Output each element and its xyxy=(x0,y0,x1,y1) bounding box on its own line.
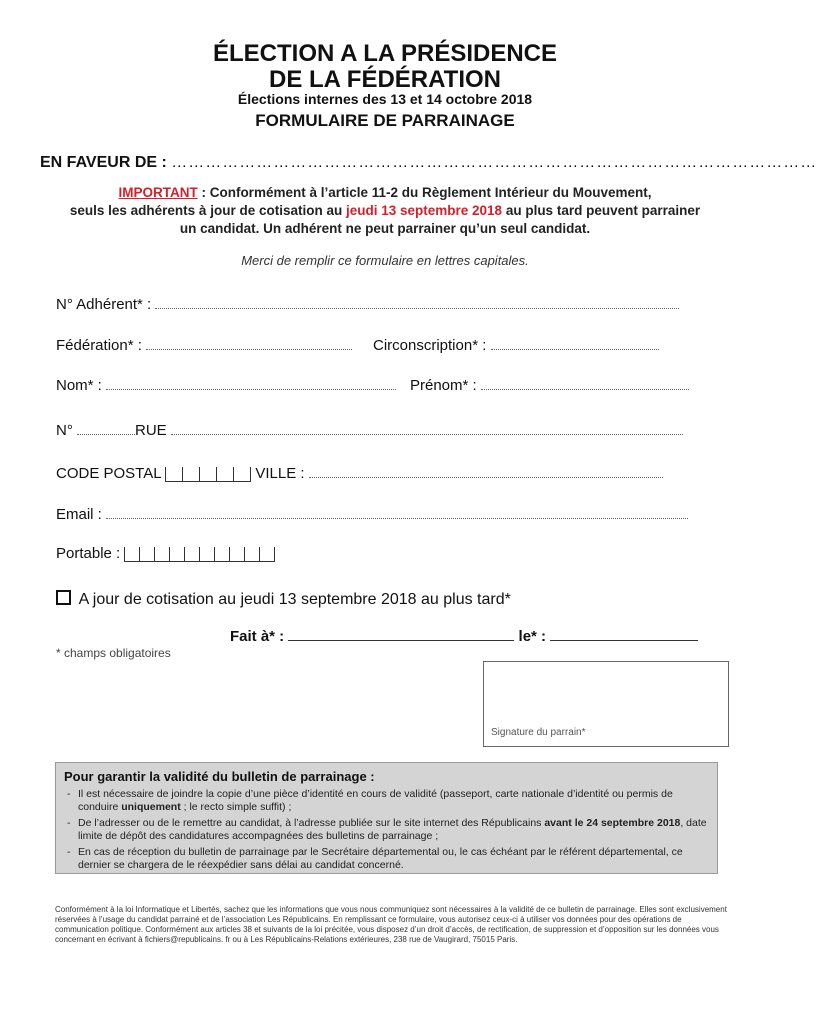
adherent-input-line[interactable] xyxy=(155,296,679,309)
important-date: jeudi 13 septembre 2018 xyxy=(345,203,503,218)
portable-label: Portable : xyxy=(56,545,121,562)
prenom-label: Prénom* : xyxy=(410,377,477,394)
le-label: le* : xyxy=(518,628,547,645)
nom-input-line[interactable] xyxy=(106,377,396,390)
code-postal-field[interactable] xyxy=(56,465,663,482)
merci-note: Merci de remplir ce formulaire en lettres capitales. xyxy=(241,253,529,268)
email-label: Email : xyxy=(56,506,102,523)
circonscription-input-line[interactable] xyxy=(491,337,659,350)
subtitle: Élections internes des 13 et 14 octobre 2018 xyxy=(237,91,533,107)
fait-row[interactable] xyxy=(230,628,698,645)
ville-label: VILLE : xyxy=(255,465,305,482)
cotisation-label: A jour de cotisation au jeudi 13 septembre 2018 au plus tard* xyxy=(78,591,511,608)
nom-field[interactable] xyxy=(56,377,396,394)
circonscription-field[interactable] xyxy=(373,337,659,354)
adherent-label: N° Adhérent* : xyxy=(56,296,152,313)
numero-label: N° xyxy=(56,422,73,439)
en-faveur-label: EN FAVEUR DE : xyxy=(40,154,167,171)
fait-a-label: Fait à* : xyxy=(230,628,285,645)
adherent-field[interactable] xyxy=(56,296,679,313)
signature-box[interactable] xyxy=(483,661,729,747)
nom-label: Nom* : xyxy=(56,377,102,394)
form-title: FORMULAIRE DE PARRAINAGE xyxy=(255,111,515,130)
portable-field[interactable] xyxy=(56,545,275,562)
legal-notice: Conformément à la loi Informatique et Libertés, sachez que les informations que vous nous communiquez sont nécessaires à la validité de ce bulletin de parrainage. Elles sont exclusivement réservées à l’usage du candidat parrainé et de l’association Les Républicains. En remplissant ce formulaire, vous autorisez ceux-ci à utiliser vos données pour des opérations de communication politique. Conformément aux articles 38 et suivants de la loi précitée, vous disposez d’un droit d’accès, de rectification, de suppression et d’opposition sur les données vous concernant en écrivant à fichiers@republicains. fr ou à Les Républicains-Relations extérieures, 238 rue de Vaugirard, 75015 Paris. xyxy=(55,905,727,944)
validite-list xyxy=(62,788,711,872)
validite-item-3: - En cas de réception du bulletin de parrainage par le Secrétaire départemental ou, le cas échéant par le référent départemental, ce dernier se chargera de le réexpédier sans délai au candidat concerné. xyxy=(62,846,711,872)
prenom-field[interactable] xyxy=(410,377,689,394)
validite-item-1 xyxy=(62,788,711,814)
important-text2a: seuls les adhérents à jour de cotisation au xyxy=(69,203,346,218)
validite-box xyxy=(55,762,718,874)
le-input-line[interactable] xyxy=(550,628,698,641)
validite-item2-bold: avant le 24 septembre 2018 xyxy=(544,817,681,829)
code-postal-boxes[interactable] xyxy=(165,467,251,482)
validite-title: Pour garantir la validité du bulletin de parrainage : xyxy=(64,769,375,784)
title-line2: DE LA FÉDÉRATION xyxy=(269,66,501,93)
circonscription-label: Circonscription* : xyxy=(373,337,487,354)
validite-item1-text-c: ; le recto simple suffit) ; xyxy=(180,801,292,813)
rue-input-line[interactable] xyxy=(171,422,683,435)
important-notice xyxy=(20,184,750,238)
validite-item1-bold: uniquement xyxy=(121,801,181,813)
signature-label: Signature du parrain* xyxy=(491,727,586,738)
federation-field[interactable] xyxy=(56,337,352,354)
cotisation-checkbox[interactable] xyxy=(56,590,71,605)
email-input-line[interactable] xyxy=(106,506,688,519)
ville-input-line[interactable] xyxy=(309,465,663,478)
numero-input-line[interactable] xyxy=(77,422,135,435)
en-faveur-row[interactable] xyxy=(40,154,817,172)
cotisation-row[interactable] xyxy=(56,590,511,609)
email-field[interactable] xyxy=(56,506,688,523)
validite-item2-text-a: De l’adresser ou de le remettre au candidat, à l’adresse publiée sur le site internet des Républicains xyxy=(78,817,545,829)
code-postal-label: CODE POSTAL xyxy=(56,465,162,482)
en-faveur-dots: …………………………………………………………………………………………………… xyxy=(171,154,817,171)
important-text3: un candidat. Un adhérent ne peut parrainer qu’un seul candidat. xyxy=(179,221,591,236)
important-label: IMPORTANT xyxy=(118,185,198,200)
portable-boxes[interactable] xyxy=(124,547,275,562)
adresse-field[interactable] xyxy=(56,422,683,439)
important-text1: : Conformément à l’article 11-2 du Règlement Intérieur du Mouvement, xyxy=(197,185,652,200)
validite-item-2 xyxy=(62,817,711,843)
validite-item1-text-a: Il est nécessaire de joindre la copie d’une pièce d’identité en cours de validité (passeport, carte nationale d’identité ou permis de conduire xyxy=(78,788,673,813)
title-line1: ÉLECTION A LA PRÉSIDENCE xyxy=(212,40,558,67)
important-text2b: au plus tard peuvent parrainer xyxy=(502,203,701,218)
prenom-input-line[interactable] xyxy=(481,377,689,390)
rue-label: RUE xyxy=(135,422,167,439)
federation-input-line[interactable] xyxy=(146,337,352,350)
validite-item2-text-c: , date limite de dépôt des candidatures accompagnées des bulletins de parrainage ; xyxy=(78,817,707,842)
federation-label: Fédération* : xyxy=(56,337,142,354)
fait-a-input-line[interactable] xyxy=(288,628,514,641)
champs-obligatoires: * champs obligatoires xyxy=(56,646,171,660)
